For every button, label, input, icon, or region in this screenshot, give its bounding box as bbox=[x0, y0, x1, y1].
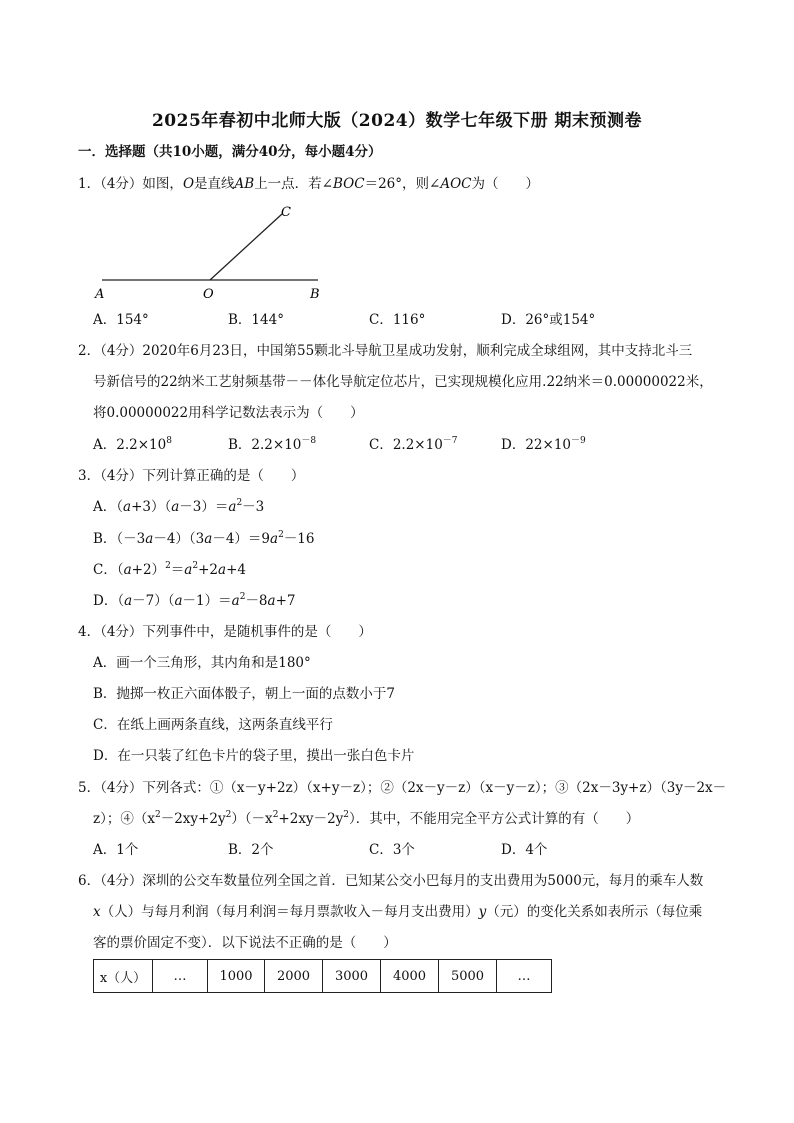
q3-option-a[interactable] bbox=[93, 498, 264, 516]
q6-stem-line1: 6．（4分）深圳的公交车数量位列全国之首．已知某公交小巴每月的支出费用为5000元，每月的乘车人数 bbox=[78, 873, 704, 889]
q6-data-table bbox=[93, 959, 552, 993]
q1-text: ＝26°，则∠ bbox=[364, 176, 441, 192]
q2-stem-line2: 号新信号的22纳米工艺射频基带－－体化导航定位芯片，已实现规模化应用.22纳米＝0.00000022米， bbox=[93, 374, 713, 390]
opt-var: a bbox=[171, 499, 180, 515]
option-exponent: 8 bbox=[166, 436, 172, 446]
q1-option-b[interactable]: B．144° bbox=[228, 312, 284, 328]
option-base: A．2.2×10 bbox=[93, 437, 167, 453]
table-cell: 2000 bbox=[265, 960, 323, 993]
q1-var: BOC bbox=[333, 176, 365, 192]
opt-var: a bbox=[267, 593, 276, 609]
q5-exp: 2 bbox=[272, 810, 279, 820]
opt-exp: 2 bbox=[192, 561, 199, 571]
option-exponent: －7 bbox=[442, 436, 458, 446]
opt-text: －1）＝ bbox=[182, 593, 232, 609]
q5-text: －2xy+2y bbox=[160, 811, 226, 827]
q2-option-b[interactable] bbox=[228, 436, 316, 454]
q6-stem-line3: 客的票价固定不变）．以下说法不正确的是（ ） bbox=[93, 935, 397, 951]
opt-exp: 2 bbox=[165, 561, 171, 571]
option-exponent: －8 bbox=[301, 436, 317, 446]
opt-var: a bbox=[231, 593, 240, 609]
opt-text: B．（－3 bbox=[93, 531, 146, 547]
opt-var: a bbox=[123, 499, 132, 515]
opt-text: A．（ bbox=[93, 499, 123, 515]
q1-var: AB bbox=[234, 176, 255, 192]
q6-var: x bbox=[93, 904, 101, 920]
opt-var: a bbox=[218, 562, 227, 578]
opt-var: a bbox=[124, 593, 133, 609]
opt-text: C．（ bbox=[93, 562, 124, 578]
opt-text: ＝ bbox=[170, 562, 185, 578]
q2-option-a[interactable] bbox=[93, 436, 172, 454]
opt-var: a bbox=[145, 531, 154, 547]
table-cell: 3000 bbox=[323, 960, 381, 993]
q5-exp: 2 bbox=[225, 810, 232, 820]
option-base: C．2.2×10 bbox=[369, 437, 443, 453]
table-header-cell: x（人） bbox=[94, 960, 153, 993]
q1-var: AOC bbox=[440, 176, 472, 192]
q5-option-b[interactable]: B．2个 bbox=[228, 842, 274, 858]
q4-stem: 4．（4分）下列事件中，是随机事件的是（ ） bbox=[78, 624, 372, 640]
q3-option-c[interactable] bbox=[93, 561, 246, 579]
q6-var: y bbox=[478, 904, 487, 920]
opt-text: +3）（ bbox=[131, 499, 172, 515]
q5-option-c[interactable]: C．3个 bbox=[369, 842, 415, 858]
opt-text: +2） bbox=[131, 562, 166, 578]
option-base: B．2.2×10 bbox=[228, 437, 302, 453]
q4-option-c[interactable]: C．在纸上画两条直线，这两条直线平行 bbox=[93, 717, 333, 733]
opt-text: －4）（3 bbox=[153, 531, 205, 547]
option-exponent: －9 bbox=[571, 436, 586, 446]
q5-exp: 2 bbox=[154, 810, 161, 820]
opt-var: a bbox=[123, 562, 132, 578]
opt-text: D．（ bbox=[93, 593, 125, 609]
opt-text: －3）＝ bbox=[179, 499, 229, 515]
q5-stem-line2 bbox=[93, 810, 639, 828]
opt-text: +7 bbox=[275, 593, 296, 609]
opt-text: －4）＝9 bbox=[212, 531, 271, 547]
opt-var: a bbox=[270, 531, 279, 547]
q4-option-b[interactable]: B．抛掷一枚正六面体骰子，朝上一面的点数小于7 bbox=[93, 686, 396, 702]
opt-exp: 2 bbox=[236, 498, 243, 508]
q4-option-a[interactable]: A．画一个三角形，其内角和是180° bbox=[93, 655, 311, 671]
label-c: C bbox=[281, 205, 291, 220]
label-o: O bbox=[203, 287, 214, 300]
q5-option-a[interactable]: A．1个 bbox=[93, 842, 139, 858]
q5-text: z）；④（x bbox=[93, 811, 155, 827]
opt-text: －7）（ bbox=[132, 593, 175, 609]
q6-text: （元）的变化关系如表所示（每位乘 bbox=[486, 904, 703, 920]
q1-var: O bbox=[182, 176, 195, 192]
q4-option-d[interactable]: D．在一只装了红色卡片的袋子里，摸出一张白色卡片 bbox=[93, 748, 415, 764]
opt-text: －8 bbox=[245, 593, 268, 609]
q1-text: 1．（4分）如图， bbox=[78, 176, 183, 192]
q6-text: （人）与每月利润（每月利润＝每月票款收入－每月支出费用） bbox=[100, 904, 479, 920]
q5-text: ）．其中，不能用完全平方公式计算的有（ ） bbox=[349, 811, 640, 827]
opt-exp: 2 bbox=[278, 530, 284, 540]
q6-stem-line2 bbox=[93, 903, 702, 921]
table-cell: 1000 bbox=[208, 960, 265, 993]
q5-option-d[interactable]: D．4个 bbox=[501, 842, 548, 858]
opt-var: a bbox=[204, 531, 213, 547]
q2-option-c[interactable] bbox=[369, 436, 458, 454]
table-cell: 5000 bbox=[439, 960, 497, 993]
q3-option-d[interactable] bbox=[93, 592, 296, 610]
q2-stem-line3: 将0.00000022用科学记数法表示为（ ） bbox=[93, 405, 364, 421]
table-cell: 4000 bbox=[381, 960, 439, 993]
q5-stem-line1: 5．（4分）下列各式：①（x－y+2z）（x+y－z）；②（2x－y－z）（x－y－z）；③（2x－3y+z）（3y－2x－ bbox=[78, 780, 727, 796]
q5-text: ）（－x bbox=[231, 811, 273, 827]
q1-option-c[interactable]: C．116° bbox=[369, 312, 426, 328]
label-b: B bbox=[310, 287, 320, 300]
q1-text: 是直线 bbox=[194, 176, 235, 192]
q1-stem bbox=[78, 175, 539, 193]
opt-text: －3 bbox=[242, 499, 265, 515]
page-title: 2025年春初中北师大版（2024）数学七年级下册 期末预测卷 bbox=[151, 111, 643, 131]
option-base: D．22×10 bbox=[501, 437, 571, 453]
opt-text: －16 bbox=[283, 531, 315, 547]
ray-oc bbox=[210, 214, 282, 280]
q5-exp: 2 bbox=[343, 810, 350, 820]
q1-text: 上一点．若∠ bbox=[254, 176, 333, 192]
opt-var: a bbox=[184, 562, 193, 578]
q1-option-d[interactable]: D．26°或154° bbox=[501, 312, 596, 328]
table-cell: … bbox=[153, 960, 208, 993]
opt-var: a bbox=[228, 499, 237, 515]
q1-option-a[interactable]: A．154° bbox=[93, 312, 149, 328]
opt-text: +2 bbox=[198, 562, 218, 578]
q3-stem: 3．（4分）下列计算正确的是（ ） bbox=[78, 468, 305, 484]
opt-text: +4 bbox=[226, 562, 246, 578]
q5-text: +2xy－2y bbox=[278, 811, 344, 827]
label-a: A bbox=[95, 287, 105, 300]
q3-option-b[interactable] bbox=[93, 530, 315, 548]
q2-option-d[interactable] bbox=[501, 436, 586, 454]
q1-text: 为（ ） bbox=[471, 176, 539, 192]
opt-var: a bbox=[174, 593, 183, 609]
q1-angle-figure bbox=[90, 200, 340, 300]
table-cell: … bbox=[497, 960, 552, 993]
opt-exp: 2 bbox=[239, 592, 246, 602]
section-heading: 一．选择题（共10小题，满分40分，每小题4分） bbox=[78, 144, 382, 160]
q2-stem-line1: 2．（4分）2020年6月23日，中国第55颗北斗导航卫星成功发射，顺利完成全球组网，其中支持北斗三 bbox=[78, 343, 693, 359]
table-row bbox=[94, 960, 552, 993]
